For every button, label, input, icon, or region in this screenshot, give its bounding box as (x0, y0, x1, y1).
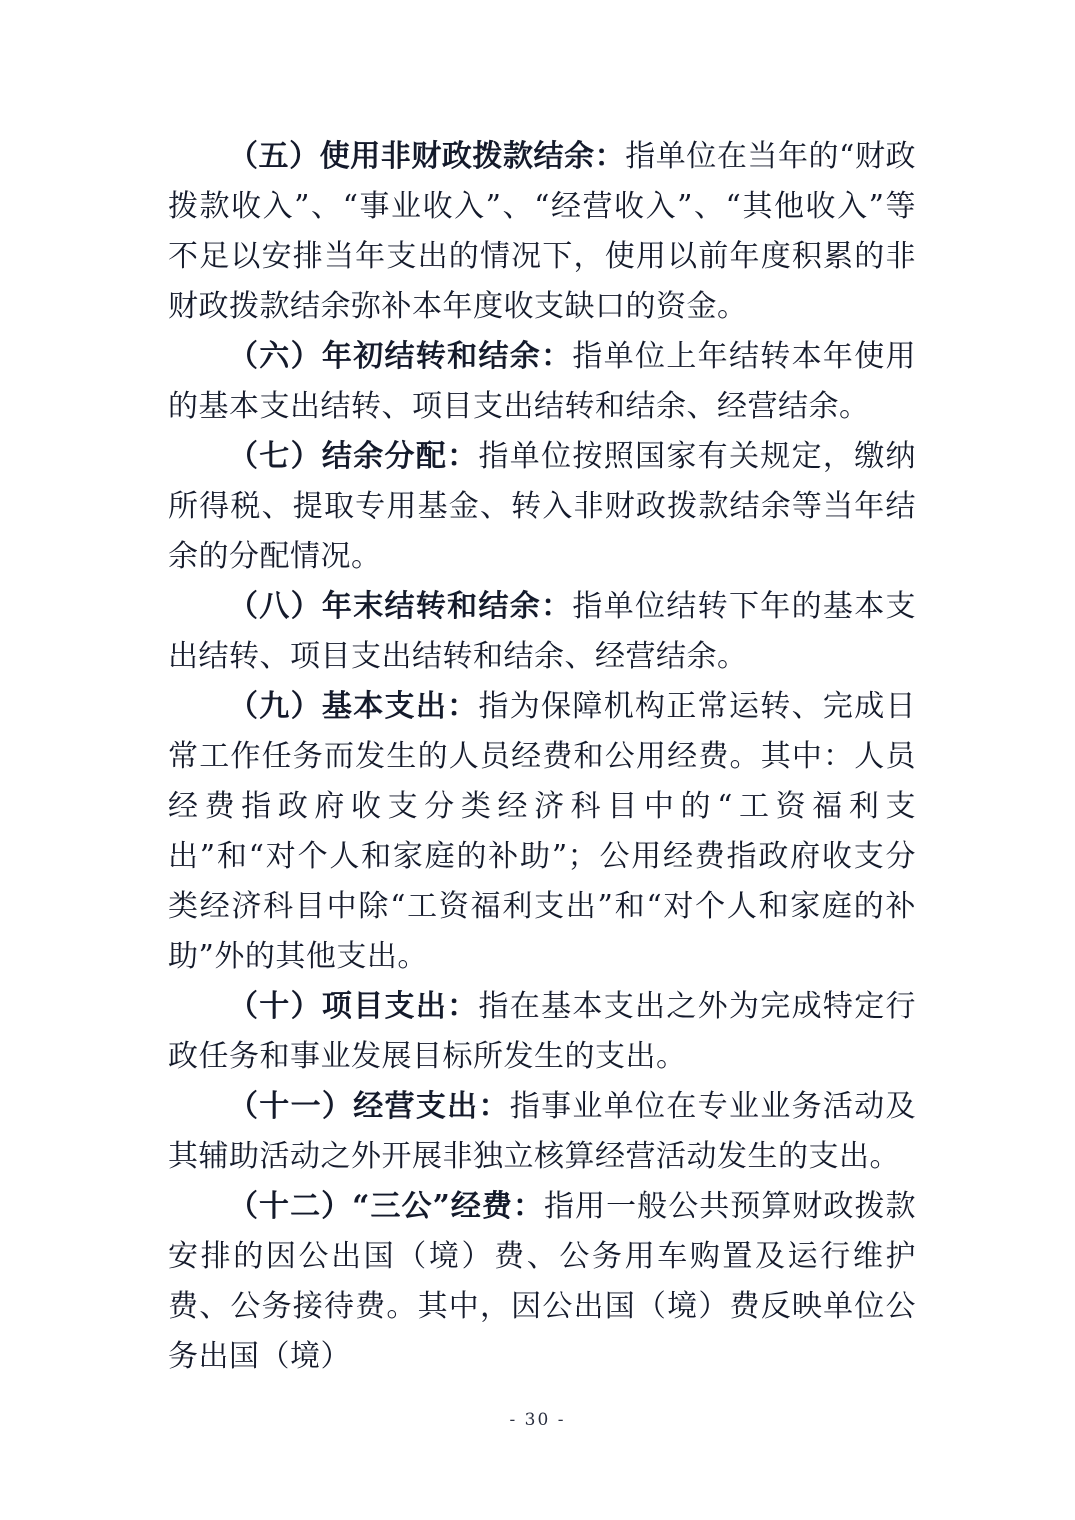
paragraph-label: （八）年末结转和结余： (228, 589, 573, 624)
paragraph-label: （五）使用非财政拨款结余： (228, 139, 626, 174)
paragraph (168, 682, 916, 982)
paragraph-label: （十二）“三公”经费： (228, 1189, 545, 1224)
page-number: - 30 - (509, 1410, 566, 1430)
paragraph (168, 1182, 916, 1382)
document-body (168, 132, 916, 1382)
paragraph (168, 432, 916, 582)
paragraph-text: 指用一般公共预算财政拨款安排的因公出国（境）费、公务用车购置及运行维护费、公务接待费。其中，因公出国（境）费反映单位公务出国（境） (168, 1189, 917, 1374)
paragraph-label: （九）基本支出： (228, 689, 479, 724)
paragraph-text: 指在基本支出之外为完成特定行政任务和事业发展目标所发生的支出。 (168, 989, 917, 1074)
paragraph-text: 指单位结转下年的基本支出结转、项目支出结转和结余、经营结余。 (168, 589, 917, 674)
paragraph-text: 指事业单位在专业业务活动及其辅助活动之外开展非独立核算经营活动发生的支出。 (168, 1089, 917, 1174)
paragraph-label: （七）结余分配： (228, 439, 479, 474)
paragraph-label: （十一）经营支出： (228, 1089, 510, 1124)
paragraph (168, 582, 916, 682)
paragraph-text: 指单位在当年的“财政拨款收入”、“事业收入”、“经营收入”、“其他收入”等不足以安排当年支出的情况下，使用以前年度积累的非财政拨款结余弥补本年度收支缺口的资金。 (168, 139, 916, 324)
paragraph-label: （六）年初结转和结余： (228, 339, 573, 374)
paragraph-text: 指为保障机构正常运转、完成日常工作任务而发生的人员经费和公用经费。其中：人员经费指政府收支分类经济科目中的“工资福利支出”和“对个人和家庭的补助”；公用经费指政府收支分类经济科目中除“工资福利支出”和“对个人和家庭的补助”外的其他支出。 (168, 689, 917, 974)
paragraph-text: 指单位按照国家有关规定，缴纳所得税、提取专用基金、转入非财政拨款结余等当年结余的分配情况。 (168, 439, 917, 574)
paragraph (168, 332, 916, 432)
paragraph (168, 982, 916, 1082)
paragraph (168, 132, 916, 332)
paragraph-label: （十）项目支出： (228, 989, 479, 1024)
paragraph (168, 1082, 916, 1182)
paragraph-text: 指单位上年结转本年使用的基本支出结转、项目支出结转和结余、经营结余。 (168, 339, 917, 424)
